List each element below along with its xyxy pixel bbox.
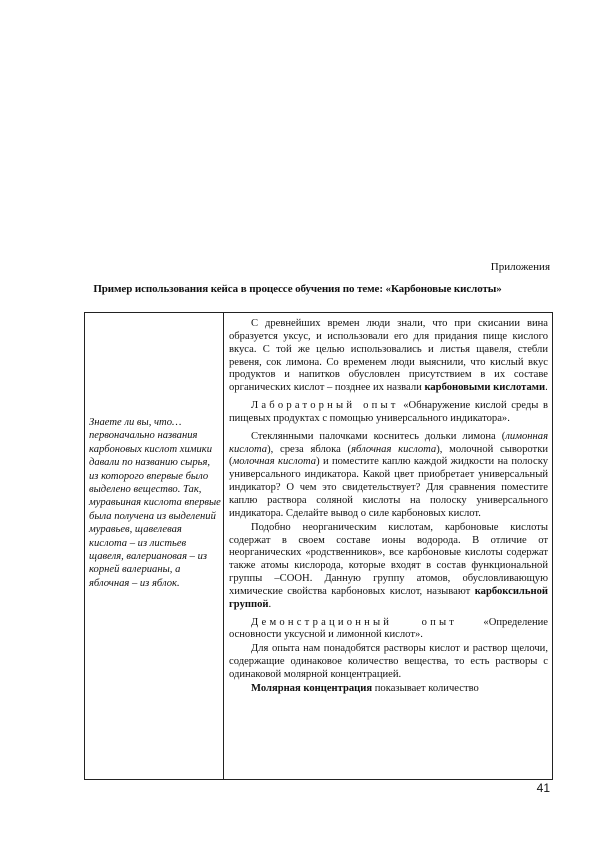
- case-table: [84, 312, 553, 780]
- appendix-label: Приложения: [490, 261, 550, 273]
- procedure-part-d: ) и поместите каплю каждой жидкости на полоску универсального индикатора. Какой цвет приобретает универсальный индикатор? О чем это свидетельствует? Для сравнения поместите каплю раствора соляной кислоты на полоску универсального индикатора. Сделайте вывод о силе карбоновых кислот.: [229, 456, 548, 519]
- procedure-part-b: ), среза яблока (: [267, 443, 352, 455]
- term-carboxylic-acids: карбоновыми кислотами: [424, 382, 546, 394]
- solutions-text: Для опыта нам понадобятся растворы кислот и раствор щелочи, содержащие одинаковое количество вещества, то есть растворы с одинаковой молярной концентрацией.: [229, 643, 548, 680]
- intro-text: С древнейших времен люди знали, что при скисании вина образуется уксус, и использовали его для придания пище кислого вкуса. С той же целью использовались и листья щавеля, стебли ревеня, сок лимона. Со временем люди выяснили, что кислый вкус продуктов и напитков обусловлен присутствием в их составе органических кислот – позднее их назвали: [229, 318, 548, 394]
- lactic-acid-label: молочная кислота: [232, 456, 317, 468]
- paragraph-demo-experiment: [229, 617, 548, 643]
- page-number: 41: [536, 781, 550, 795]
- procedure-part-c: ), молочной сыворотки (: [229, 443, 549, 468]
- paragraph-carboxyl: [229, 522, 548, 612]
- paragraph-solutions: [229, 643, 548, 682]
- paragraph-molar-concentration: [229, 683, 548, 696]
- demo-experiment-title: «Определение основности уксусной и лимонной кислот».: [229, 616, 549, 641]
- malic-acid-label: яблочная кислота: [351, 443, 437, 455]
- paragraph-lab-experiment: [229, 400, 548, 426]
- lab-experiment-heading: Лабораторный опыт: [251, 400, 399, 412]
- paragraph-procedure: [229, 431, 548, 521]
- term-carboxyl-group: карбоксильной группой: [229, 585, 548, 610]
- citric-acid-label: лимонная кислота: [229, 430, 548, 455]
- page-title: Пример использования кейса в процессе обучения по теме: «Карбоновые кислоты»: [93, 283, 502, 295]
- column-divider: [223, 313, 224, 779]
- demo-experiment-heading: Демонстрационный опыт: [251, 616, 458, 628]
- did-you-know-note: Знаете ли вы, что… первоначально названия карбоновых кислот химики давали по названию сырья, из которого впервые было выделено вещество. Так, муравьиная кислота впервые была получена из выделений муравьев, щавелевая кислота – из листьев щавеля, валериановая – из корней валерианы, а яблочная – из яблок.: [89, 417, 221, 589]
- lab-experiment-title: «Обнаружение кислой среды в пищевых продуктах с помощью универсального индикатора».: [229, 400, 548, 424]
- lesson-text: [229, 318, 548, 697]
- procedure-part-a: Стеклянными палочками коснитесь дольки лимона (: [251, 430, 506, 442]
- carboxyl-end: .: [268, 598, 272, 610]
- paragraph-intro: [229, 318, 548, 395]
- molar-concentration-text: показывает количество: [372, 682, 479, 694]
- term-molar-concentration: Молярная концентрация: [251, 682, 373, 694]
- carboxyl-text: Подобно неорганическим кислотам, карбоновые кислоты содержат в своем составе ионы водорода. В отличие от неорганических «родственников», все карбоновые кислоты содержат также атомы кислорода, которые входят в состав функциональной группы –СООН. Данную группу атомов, обусловливающую химические свойства карбоновых кислот, называют: [229, 521, 548, 597]
- intro-end: .: [545, 382, 548, 394]
